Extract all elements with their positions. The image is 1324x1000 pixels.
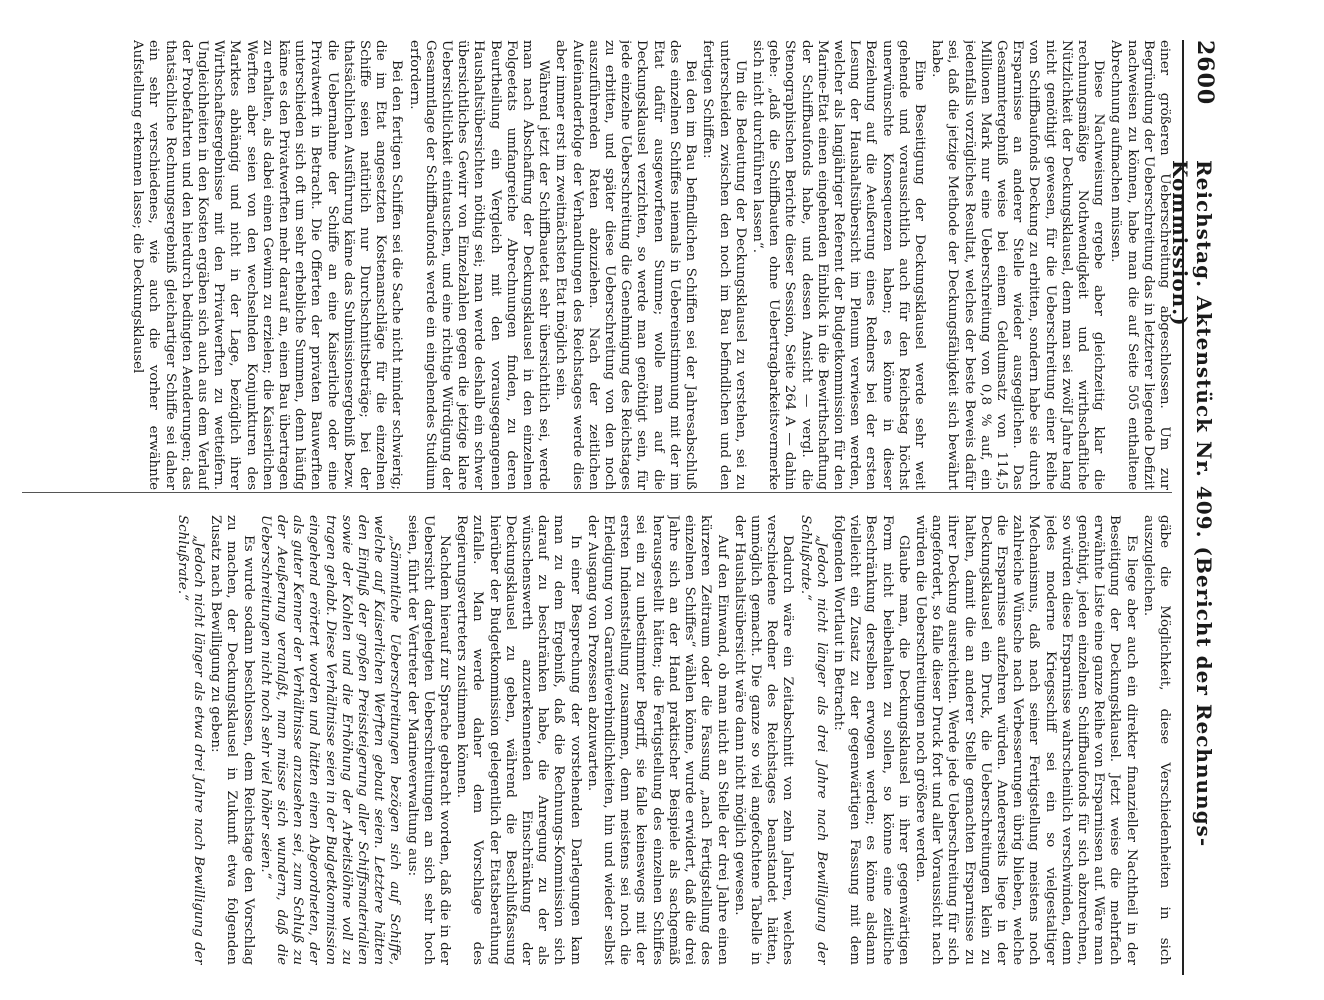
- text-column-right: [12, 515, 1172, 965]
- paragraph: Diese Nachweisung ergebe aber gleichzeitig klar die rechnungsmäßige Nothwendigkeit und wirthschaftliche Nützlichkeit der Deckungsklausel, denn man sei zwölf Jahre lang nicht genöthigt gewesen, für die Ueberschreitung einer Reihe von Schiffbaufonds Deckung zu erbitten, sondern habe sie durch Ersparnisse an anderer Stelle wieder ausgeglichen. Das Gesammtergebniß weise bei einem Geldumsatz von 114,5 Millionen Mark nur eine Ueberschreitung von 0,8 % auf, ein jedenfalls vorzügliches Resultat, welches der beste Beweis dafür sei, daß die jetzige Methode der Deckungsfähigkeit sich bewährt habe.: [929, 40, 1107, 490]
- digitization-credit-strip: [1232, 0, 1324, 1000]
- running-title: Reichstag. Aktenstück Nr. 409. (Bericht der Rechnungs-Kommission.): [1168, 160, 1216, 848]
- paragraph: Es wurde sodann beschlossen, dem Reichstage den Vorschlag zu machen, der Deckungsklausel in Zukunft etwa folgenden Zusatz nach Bewilligung zu geben:: [208, 515, 256, 965]
- paragraph: Eine Beseitigung der Deckungsklausel werde sehr weit gehende und voraussichtlich auch für den Reichstag höchst unerwünschte Konsequenzen haben; es könne in dieser Beziehung auf die Aeußerung eines Redners bei der ersten Lesung der Haushaltsübersicht im Plenum verwiesen werden, welcher als langjähriger Referent der Budgetkommission für den Marine-Etat einen eingehenden Einblick in die Bewirthschaftung der Schiffbaufonds habe, und dessen Ansicht — vergl. die Stenographischen Berichte dieser Session, Seite 264 A — dahin gehe: „daß die Schiffbauten ohne Uebertragbarkeitsvermerke sich nicht durchführen lassen“.: [749, 40, 927, 490]
- paragraph: einer größeren Ueberschreitung abgeschlossen. Um zur Begründung der Ueberschreitung das in letzterer liegende Defizit nachweisen zu können, habe man die auf Seite 505 enthaltene Abrechnung aufmachen müssen.: [1108, 40, 1172, 490]
- paragraph: Bei den im Bau befindlichen Schiffen sei der Jahresabschluß des einzelnen Schiffes niemals in Uebereinstimmung mit der im Etat dafür ausgeworfenen Summe; wolle man auf die Deckungsklausel verzichten, so werde man genöthigt sein, für jede einzelne Ueberschreitung die Genehmigung des Reichstages zu erbitten, und später diese Ueberschreitung von den noch auszuführenden Raten abzuziehen. Nach der zeitlichen Aufeinanderfolge der Verhandlungen des Reichstages werde dies aber immer erst im zweitnächsten Etat möglich sein.: [553, 40, 699, 490]
- paragraph: Während jetzt der Schiffbauetat sehr übersichtlich sei, werde man nach Abschaffung der Deckungsklausel in den einzelnen Folgeetats umfangreiche Abrechnungen finden, zu deren Beurtheilung ein Vergleich mit den vorausgegangenen Haushaltsübersichten nöthig sei; man werde deshalb ein schwer übersichtliches Gewirr von Einzelzahlen gegen die jetzige klare Uebersichtlichkeit eintauschen, und eine richtige Würdigung der Gesammtlage der Schiffbaufonds werde ein eingehendes Studium erfordern.: [406, 40, 552, 490]
- paragraph: Nachdem hierauf zur Sprache gebracht worden, daß die in der Uebersicht dargelegten Ueberschreitungen an sich sehr hoch seien, führt der Vertreter der Marineverwaltung aus:: [404, 515, 453, 965]
- paragraph: „Jedoch nicht länger als etwa drei Jahre nach Bewilligung der Schlußrate.“: [174, 515, 207, 965]
- paragraph: In einer Besprechung der vorstehenden Darlegungen kam man zu dem Ergebniß, daß die Rechnungs-Kommission sich darauf zu beschränken habe, die Anregung zu der als wünschenswerth anzuerkennenden Einschränkung der Deckungsklausel zu geben, während die Beschlußfassung hierüber der Budgetkommission gelegentlich der Etatsberathung zufalle. Man werde daher dem Vorschlage des Regierungsvertreters zustimmen können.: [454, 515, 583, 965]
- paragraph: gäbe die Möglichkeit, diese Verschiedenheiten in sich auszugleichen.: [1140, 515, 1172, 965]
- paragraph: Glaube man, die Deckungsklausel in ihrer gegenwärtigen Form nicht beibehalten zu sollen, so könne eine zeitliche Beschränkung derselben erwogen werden; es könne alsdann vielleicht ein Zusatz zu der gegenwärtigen Fassung mit dem folgenden Wortlaut in Betracht:: [830, 515, 911, 965]
- paragraph: Um die Bedeutung der Deckungsklausel zu verstehen, sei zu unterscheiden zwischen den noch im Bau befindlichen und den fertigen Schiffen:: [700, 40, 748, 490]
- column-divider: [22, 492, 1172, 493]
- paragraph: „Jedoch nicht länger als drei Jahre nach Bewilligung der Schlußrate.“: [797, 515, 829, 965]
- paragraph: Bei den fertigen Schiffen sei die Sache nicht minder schwierig; die im Etat angesetzten Kostenanschläge für die einzelnen Schiffe seien natürlich nur Durchschnittsbeträge; bei der thatsächlichen Ausführung käme das Submissionsergebniß bezw. die Uebernahme der Schiffe an eine Kaiserliche oder eine Privatwerft in Betracht. Die Offerten der privaten Bauwerften unterschieden sich oft um sehr erhebliche Summen, denn häufig käme es den Privatwerften mehr darauf an, einen Bau übertragen zu erhalten, als dabei einen Gewinn zu erzielen; die Kaiserlichen Werften aber seien von den wechselnden Konjunkturen des Marktes abhängig und nicht in der Lage, bezüglich ihrer Wirthschaftsergebnisse mit den Privatwerften zu wetteifern. Ungleichheiten in den Kosten ergäben sich auch aus dem Verlauf der Probefahrten und den hierdurch bedingten Aenderungen; das thatsächliche Rechnungsergebniß gleichartiger Schiffe sei daher ein sehr verschiedenes, wie auch die vorher erwähnte Aufstellung erkennen lasse; die Deckungsklausel: [130, 40, 405, 490]
- page-number: 2600: [1192, 40, 1218, 106]
- paragraph: Dadurch wäre ein Zeitabschnitt von zehn Jahren, welches verschiedene Redner des Reichstages beanstandet hätten, unmöglich gemacht. Die ganze so viel angefochtene Tabelle in der Haushaltsübersicht wäre dann nicht möglich gewesen.: [731, 515, 796, 965]
- paragraph: Es liege aber auch ein direkter finanzieller Nachtheil in der Beseitigung der Deckungsklausel. Jetzt weise die mehrfach erwähnte Liste eine ganze Reihe von Ersparnissen auf. Wäre man genöthigt, jeden einzelnen Schiffbaufonds für sich abzurechnen, so würden diese Ersparnisse wahrscheinlich verschwinden, denn jedes moderne Kriegsschiff sei ein so vielgestaltiger Mechanismus, daß nach seiner Fertigstellung meistens noch zahlreiche Wünsche nach Verbesserungen übrig blieben, welche die Ersparnisse aufzehren würden. Andererseits liege in der Deckungsklausel ein Druck, die Ueberschreitungen klein zu halten, damit die an anderer Stelle gemachten Ersparnisse zu ihrer Deckung ausreichten. Werde jede Ueberschreitung für sich angefordert, so falle dieser Druck fort und aller Voraussicht nach würden die Ueberschreitungen noch größere werden.: [912, 515, 1139, 965]
- paragraph: „Sämmtliche Ueberschreitungen bezögen sich auf Schiffe, welche auf Kaiserlichen Werften gebaut seien. Letztere hätten den Einfluß der großen Preissteigerung aller Schiffsmaterialien sowie der Kohlen und die Erhöhung der Arbeitslöhne voll zu tragen gehabt. Diese Verhältnisse seien in der Budgetkommission eingehend erörtert worden und hätten einen Abgeordneten, der als guter Kenner der Verhältnisse anzusehen sei, zum Schluß zu der Aeußerung veranlaßt, man müsse sich wundern, daß die Ueberschreitungen nicht noch sehr viel höher seien.“: [257, 515, 403, 965]
- text-column-left: [12, 40, 1172, 490]
- page-header: [1168, 40, 1222, 975]
- paragraph: Auf den Einwand, ob man nicht an Stelle der drei Jahre einen kürzeren Zeitraum oder die Fassung „nach Fertigstellung des einzelnen Schiffes“ wählen könne, wurde erwidert, daß die drei Jahre sich an der Hand praktischer Beispiele als sachgemäß herausgestellt hätten; die Fertigstellung des einzelnen Schiffes sei ein zu unbestimmter Begriff, sie falle keineswegs mit der ersten Indienststellung zusammen, denn meistens sei noch die Erledigung von Garantieverbindlichkeiten, hin und wieder selbst der Ausgang von Prozessen abzuwarten.: [584, 515, 730, 965]
